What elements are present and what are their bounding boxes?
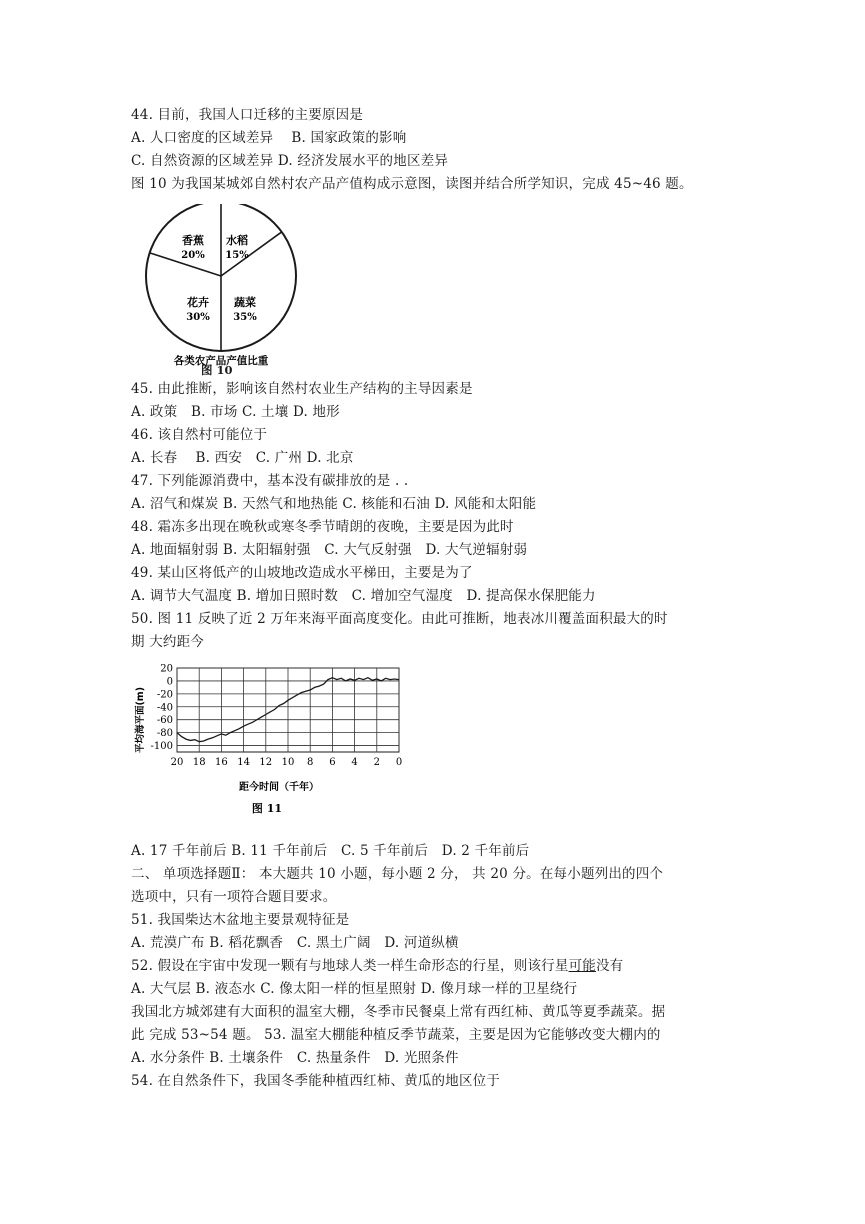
figure-10-intro: 图 10 为我国某城郊自然村农产品产值构成示意图，读图并结合所学知识，完成 45~46 题。: [131, 176, 693, 192]
y-axis-label: 平均海平面(m): [135, 686, 146, 754]
q44-stem: 44. 目前，我国人口迁移的主要原因是: [131, 107, 364, 123]
q51-stem: 51. 我国柴达木盆地主要景观特征是: [131, 912, 350, 928]
x-tick-label: 0: [395, 757, 403, 768]
q48-stem: 48. 霜冻多出现在晚秋或寒冬季节晴朗的夜晚，主要是因为此时: [131, 519, 514, 535]
x-tick-label: 8: [307, 757, 314, 768]
q52-stem-part1: 52. 假设在宇宙中发现一颗有与地球人类一样生命形态的行星，则该行星: [131, 958, 569, 974]
x-tick-label: 12: [259, 757, 273, 768]
y-tick-label: 20: [160, 663, 173, 675]
y-tick-labels: [151, 664, 173, 753]
q51-options: A. 荒漠广布 B. 稻花飘香 C. 黑土广阔 D. 河道纵横: [131, 935, 459, 951]
slice-label-flowers: 花卉: [187, 296, 209, 309]
x-tick-label: 14: [237, 757, 250, 768]
q48-options: A. 地面辐射弱 B. 太阳辐射强 C. 大气反射强 D. 大气逆辐射弱: [131, 542, 528, 558]
q53-intro-line2: 此 完成 53~54 题。 53. 温室大棚能种植反季节蔬菜，主要是因为它能够改变大棚内的: [131, 1027, 661, 1043]
y-tick-label: -60: [156, 715, 173, 727]
q52-stem: [131, 955, 741, 978]
x-axis-label: 距今时间（千年）: [239, 782, 319, 793]
x-tick-label: 10: [281, 757, 295, 768]
q46-options: A. 长春 B. 西安 C. 广州 D. 北京: [131, 450, 354, 466]
chart-grid: [177, 668, 399, 752]
slice-label-vegetables: 蔬菜: [234, 296, 256, 309]
x-tick-label: 2: [373, 757, 380, 768]
q50-stem-line2: 期 大约距今: [131, 634, 204, 650]
x-tick-label: 4: [351, 757, 358, 768]
slice-value-banana: 20%: [181, 250, 205, 261]
q49-stem: 49. 某山区将低产的山坡地改造成水平梯田，主要是为了: [131, 565, 473, 581]
slice-label-rice: 水稻: [226, 234, 248, 247]
q52-stem-part2: 没有: [595, 958, 624, 974]
q50-stem-line1: 50. 图 11 反映了近 2 万年来海平面高度变化。由此可推断，地表冰川覆盖面积最大的时: [131, 611, 668, 627]
figure-10-pie-chart: [137, 204, 312, 377]
y-tick-label: 0: [166, 676, 173, 688]
x-tick-labels: [171, 757, 403, 768]
slice-value-vegetables: 35%: [233, 312, 257, 323]
q53-options: A. 水分条件 B. 土壤条件 C. 热量条件 D. 光照条件: [131, 1050, 459, 1066]
q49-options: A. 调节大气温度 B. 增加日照时数 C. 增加空气湿度 D. 提高保水保肥能力: [131, 588, 596, 604]
pie-inner-caption: 各类农产品产值比重: [173, 355, 269, 367]
y-tick-label: -80: [156, 728, 173, 740]
x-tick-label: 20: [170, 757, 184, 768]
slice-value-rice: 15%: [225, 250, 249, 261]
q52-stem-underlined: 可能: [568, 958, 596, 974]
q47-options: A. 沼气和煤炭 B. 天然气和地热能 C. 核能和石油 D. 风能和太阳能: [131, 496, 537, 512]
slice-label-banana: 香蕉: [182, 234, 204, 247]
q47-stem: 47. 下列能源消费中，基本没有碳排放的是 . .: [131, 473, 409, 489]
q46-stem: 46. 该自然村可能位于: [131, 427, 268, 443]
y-tick-label: -20: [156, 689, 173, 701]
q45-options: A. 政策 B. 市场 C. 土壤 D. 地形: [131, 404, 340, 420]
x-tick-label: 18: [192, 757, 206, 768]
exam-page: [131, 104, 741, 1093]
q50-options: A. 17 千年前后 B. 11 千年前后 C. 5 千年前后 D. 2 千年前后: [131, 843, 530, 859]
q44-options-ab: A. 人口密度的区域差异 B. 国家政策的影响: [131, 130, 407, 146]
y-tick-label: -100: [150, 741, 173, 753]
sea-level-chart-svg: [131, 662, 421, 830]
q45-stem: 45. 由此推断，影响该自然村农业生产结构的主导因素是: [131, 381, 473, 397]
figure-11-line-chart: [131, 662, 421, 830]
q52-options: A. 大气层 B. 液态水 C. 像太阳一样的恒星照射 D. 像月球一样的卫星绕行: [131, 981, 578, 997]
section-2-heading-line2: 选项中，只有一项符合题目要求。: [131, 889, 337, 905]
pie-chart-svg: [137, 204, 312, 374]
x-tick-label: 6: [329, 757, 336, 768]
x-tick-label: 16: [215, 757, 228, 768]
section-2-heading-line1: 二、 单项选择题Ⅱ： 本大题共 10 小题，每小题 2 分， 共 20 分。在每小题列出的四个: [131, 866, 664, 882]
figure-11-caption: 图 11: [251, 802, 283, 815]
figure-10-caption: 图 10: [201, 363, 233, 377]
q53-intro-line1: 我国北方城郊建有大面积的温室大棚，冬季市民餐桌上常有西红柿、黄瓜等夏季蔬菜。据: [131, 1004, 666, 1020]
q54-stem: 54. 在自然条件下，我国冬季能种植西红柿、黄瓜的地区位于: [131, 1073, 501, 1089]
q44-options-cd: C. 自然资源的区域差异 D. 经济发展水平的地区差异: [131, 153, 449, 169]
slice-value-flowers: 30%: [186, 312, 210, 323]
y-tick-label: -40: [156, 702, 173, 714]
